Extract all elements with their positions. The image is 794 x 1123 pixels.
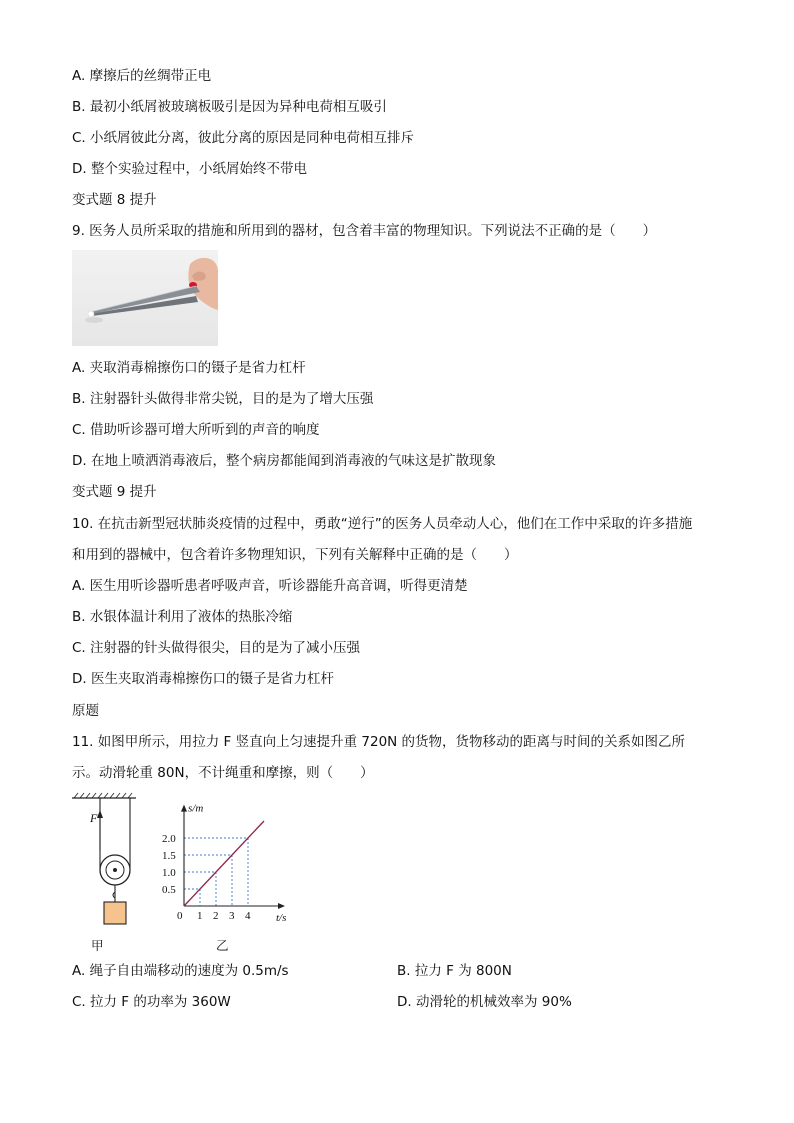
q9-option-b: B. 注射器针头做得非常尖锐，目的是为了增大压强 [72,391,374,407]
q9-option-a: A. 夹取消毒棉擦伤口的镊子是省力杠杆 [72,360,306,376]
q10-option-b: B. 水银体温计利用了液体的热胀冷缩 [72,609,293,625]
tweezers-photo [72,250,218,346]
st-graph [158,790,288,930]
q8-option-a: A. 摩擦后的丝绸带正电 [72,68,212,84]
section-label-v8: 变式题 8 提升 [72,192,157,208]
section-label-original: 原题 [72,703,99,719]
x-tick-label-3: 3 [229,910,235,922]
y-axis-label: s/m [188,802,204,815]
q8-option-b: B. 最初小纸屑被玻璃板吸引是因为异种电荷相互吸引 [72,99,387,115]
x-tick-label-4: 4 [245,910,251,922]
figure-label-jia: 甲 [91,938,104,953]
x-axis-arrow [278,903,285,909]
y-tick-label-2: 1.5 [162,850,176,862]
q8-option-c: C. 小纸屑彼此分离，彼此分离的原因是同种电荷相互排斥 [72,130,415,146]
y-tick-label-3: 2.0 [162,833,176,845]
x-tick-label-1: 1 [197,910,203,922]
q9-option-c: C. 借助听诊器可增大所听到的声音的响度 [72,422,320,438]
x-tick-label-0: 0 [177,910,183,922]
y-axis-arrow [181,805,187,812]
pulley-figure [70,790,150,955]
y-tick-label-1: 1.0 [162,867,176,879]
force-label: F [90,811,98,825]
pulley-diagram [70,790,150,930]
series-line [184,821,264,906]
q10-option-c: C. 注射器的针头做得很尖，目的是为了减小压强 [72,640,361,656]
q11-option-c: C. 拉力 F 的功率为 360W [72,994,231,1010]
x-axis-label: t/s [276,912,287,924]
q11-stem-line1: 11. 如图甲所示，用拉力 F 竖直向上匀速提升重 720N 的货物，货物移动的距离与时间的关系如图乙所 [72,734,686,750]
q10-stem-line1: 10. 在抗击新型冠状肺炎疫情的过程中，勇敢“逆行”的医务人员牵动人心，他们在工作中采取的许多措施 [72,516,693,532]
q11-stem-line2: 示。动滑轮重 80N，不计绳重和摩擦，则（ ） [72,765,374,781]
st-graph-figure [158,790,288,955]
q11-option-d: D. 动滑轮的机械效率为 90% [397,994,572,1010]
figure-label-yi: 乙 [216,938,229,953]
y-tick-label-0: 0.5 [162,884,176,896]
q11-option-a: A. 绳子自由端移动的速度为 0.5m/s [72,963,289,979]
q8-option-d: D. 整个实验过程中，小纸屑始终不带电 [72,161,307,177]
q10-option-a: A. 医生用听诊器听患者呼吸声音，听诊器能升高音调，听得更清楚 [72,578,468,594]
x-tick-label-2: 2 [213,910,219,922]
q9-stem: 9. 医务人员所采取的措施和所用到的器材，包含着丰富的物理知识。下列说法不正确的是（ ） [72,223,657,239]
q10-stem-line2: 和用到的器械中，包含着许多物理知识，下列有关解释中正确的是（ ） [72,547,518,563]
section-label-v9: 变式题 9 提升 [72,484,157,500]
tweezers-illustration [72,250,218,346]
q11-option-b: B. 拉力 F 为 800N [397,963,512,979]
q10-option-d: D. 医生夹取消毒棉擦伤口的镊子是省力杠杆 [72,671,334,687]
q9-option-d: D. 在地上喷洒消毒液后，整个病房都能闻到消毒液的气味这是扩散现象 [72,453,496,469]
